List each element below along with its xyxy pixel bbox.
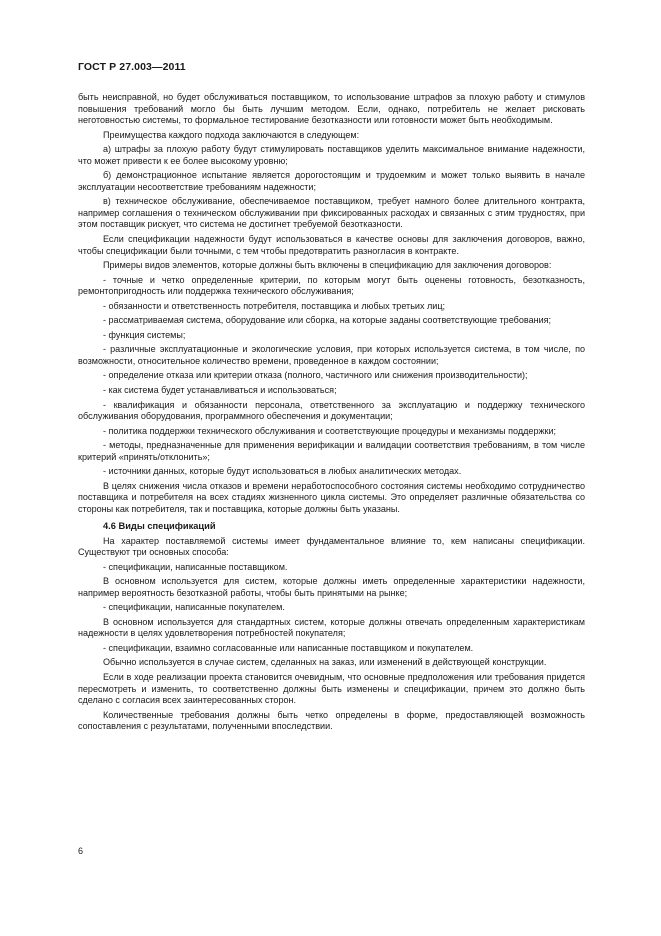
list-item: - определение отказа или критерии отказа (полного, частичного или снижения производительности); xyxy=(103,370,528,381)
paragraph: быть неисправной, но будет обслуживаться поставщиком, то использование штрафов за плохую работу и стимулов повышения требований могло бы быть лучшим методом. Если, однако, потребитель не желает рисковать неготовностью системы, то формальное тестирование безотказности или готовности может быть необходимым. xyxy=(78,92,585,126)
list-item: - функция системы; xyxy=(103,329,186,340)
paragraph: Если в ходе реализации проекта становится очевидным, что основные предположения или требования придется пересмотреть и изменить, то соответственно должны быть изменены и спецификации, причем это должно быть сделано с согласия всех заинтересованных сторон. xyxy=(78,671,585,706)
page-body xyxy=(78,92,585,736)
list-item: - обязанности и ответственность потребителя, поставщика и любых третьих лиц; xyxy=(103,300,446,311)
list-item: - точные и четко определенные критерии, по которым могут быть оценены готовность, безотказность, ремонтопригодность или поддержка технического обслуживания; xyxy=(78,274,585,297)
list-item: - политика поддержки технического обслуживания и соответствующие процедуры и механизмы поддержки; xyxy=(103,425,557,436)
list-item: - как система будет устанавливаться и использоваться; xyxy=(103,385,337,396)
list-item: - источники данных, которые будут использоваться в любых аналитических методах. xyxy=(103,466,462,477)
list-item: - спецификации, взаимно согласованные или написанные поставщиком и покупателем. xyxy=(103,642,474,653)
paragraph: Количественные требования должны быть четко определены в форме, предоставляющей возможность сопоставления с результатами, полученными впоследствии. xyxy=(78,709,585,732)
paragraph: Преимущества каждого подхода заключаются в следующем: xyxy=(103,129,360,140)
section-heading: 4.6 Виды спецификаций xyxy=(103,520,216,531)
list-item: б) демонстрационное испытание является дорогостоящим и трудоемким и может только выявить в начале эксплуатации несоответствие требованиям надежности; xyxy=(78,170,585,192)
list-item: - различные эксплуатационные и экологические условия, при которых используется система, в том числе, по возможности, относительное количество времени, проведенное в каждом состоянии; xyxy=(78,344,585,366)
list-item: - спецификации, написанные покупателем. xyxy=(103,602,285,613)
paragraph: В основном используется для стандартных систем, которые должны отвечать определенным характеристикам надежности в целях удовлетворения потребностей покупателя; xyxy=(78,616,585,639)
list-item: - квалификация и обязанности персонала, ответственного за эксплуатацию и поддержку технического обслуживания оборудования, программного обеспечения и документации; xyxy=(78,399,585,422)
paragraph: В основном используется для систем, которые должны иметь определенные характеристики надежности, например вероятность безотказной работы, чтобы быть принятыми на рынке; xyxy=(78,576,585,598)
paragraph: Если спецификации надежности будут использоваться в качестве основы для заключения договоров, важно, чтобы спецификации были точными, с тем чтобы предотвратить разногласия в контракте. xyxy=(78,234,585,256)
list-item: в) техническое обслуживание, обеспечиваемое поставщиком, требует намного более длительного контракта, например соглашения о техническом обслуживании при фиксированных расходах и связанных с этим трудностях, при этом поставщик рискует, что система не достигнет требуемой безотказности. xyxy=(78,196,585,230)
list-item: - спецификации, написанные поставщиком. xyxy=(103,561,288,572)
page-number: 6 xyxy=(78,846,84,856)
paragraph: Обычно используется в случае систем, сделанных на заказ, или изменений в действующей конструкции. xyxy=(103,657,547,668)
list-item: - методы, предназначенные для применения верификации и валидации соответствия требованиям, в том числе критерий «принять/отклонить»; xyxy=(78,440,585,462)
list-item: - рассматриваемая система, оборудование или сборка, на которые заданы соответствующие требования; xyxy=(103,315,552,326)
paragraph: На характер поставляемой системы имеет фундаментальное влияние то, кем написаны спецификации. Существуют три основных способа: xyxy=(78,535,585,558)
list-item: а) штрафы за плохую работу будут стимулировать поставщиков уделить максимальное внимание надежности, что может привести к ее более высокому уровню; xyxy=(78,144,585,166)
document-header: ГОСТ Р 27.003—2011 xyxy=(78,61,186,73)
paragraph: Примеры видов элементов, которые должны быть включены в спецификацию для заключения договоров: xyxy=(103,260,552,271)
paragraph: В целях снижения числа отказов и времени неработоспособного состояния системы необходимо сотрудничество поставщика и потребителя на всех стадиях жизненного цикла системы. Это определяет различные обязательства со стороны как потребителя, так и поставщика, которые должны быть указаны. xyxy=(78,480,585,514)
